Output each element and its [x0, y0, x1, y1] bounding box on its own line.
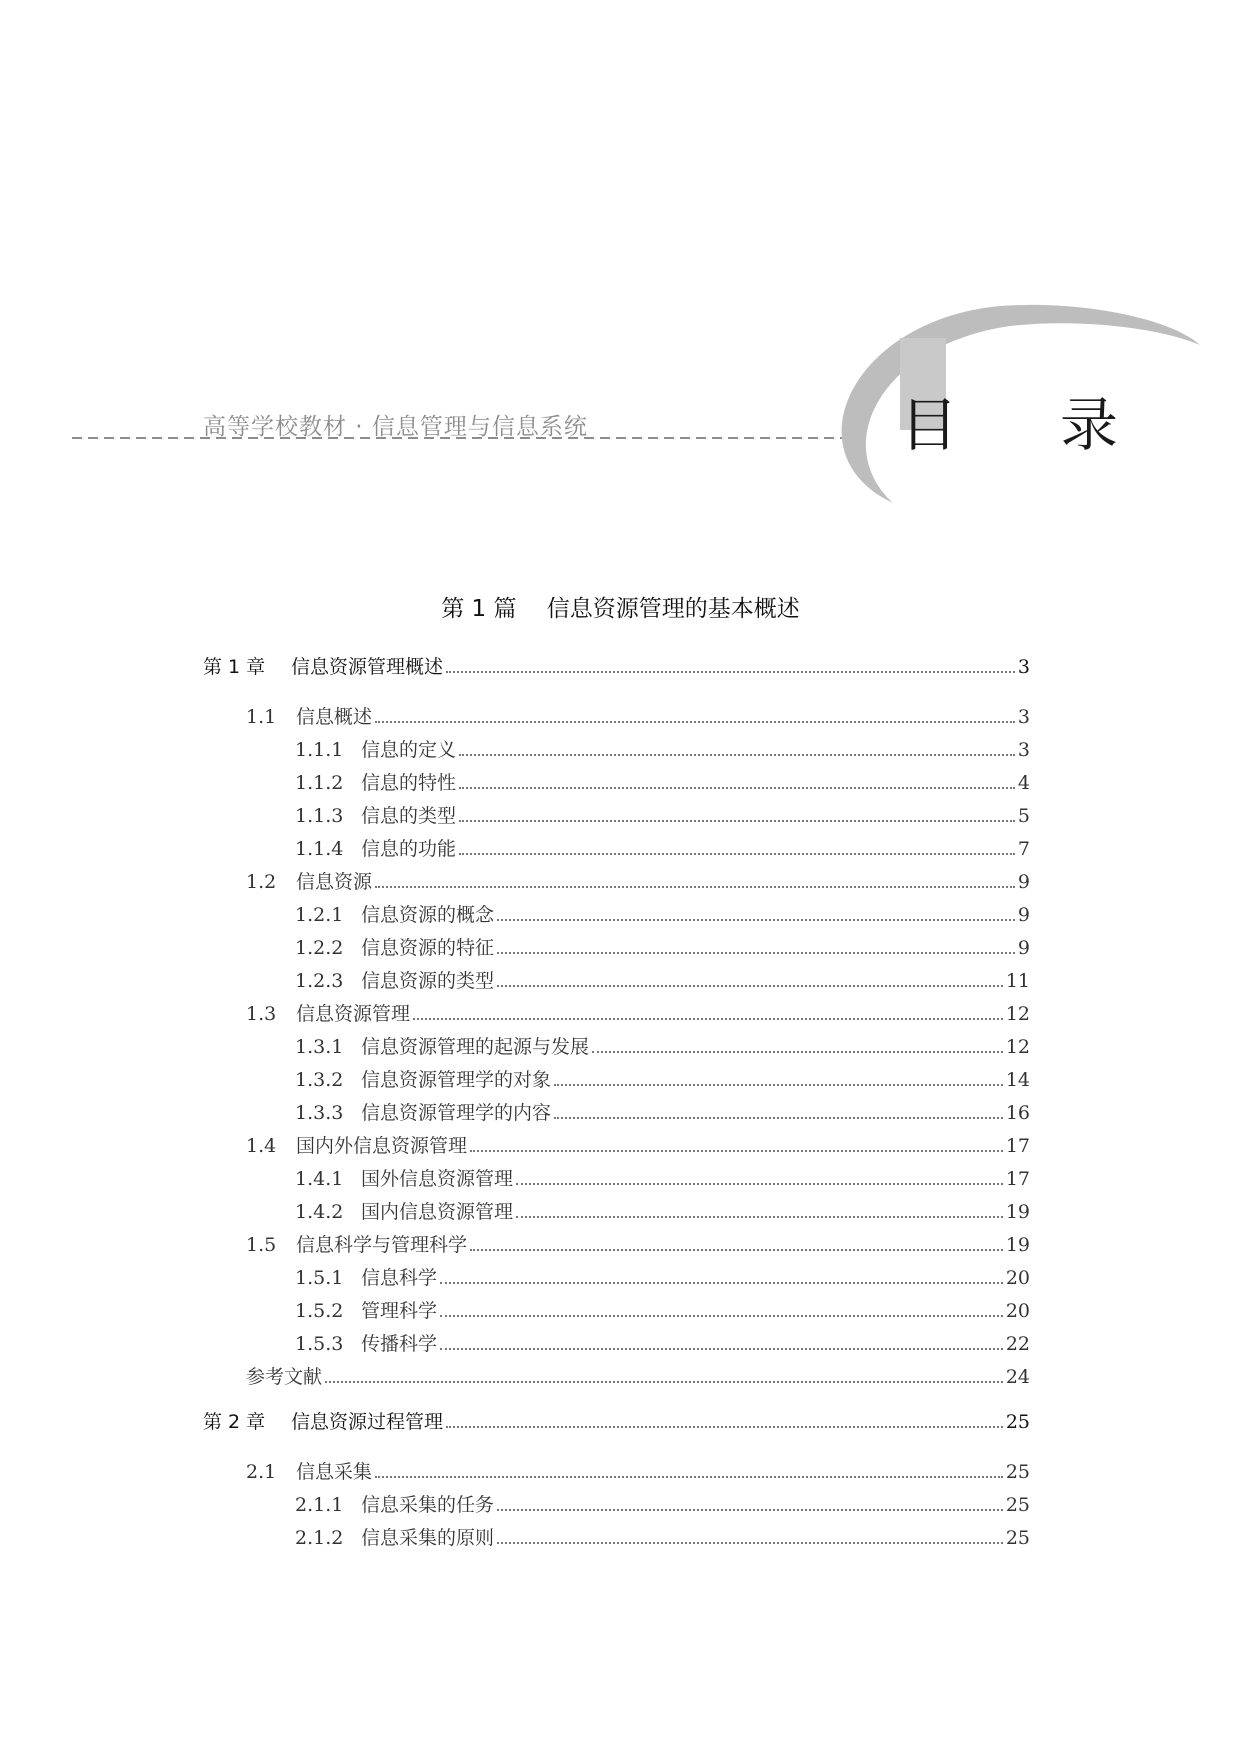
toc-entry[interactable]	[203, 652, 1030, 679]
toc-entry-page: 20	[1005, 1300, 1030, 1322]
series-title: 高等学校教材 · 信息管理与信息系统	[203, 414, 588, 440]
toc-entry-page: 20	[1005, 1267, 1030, 1289]
toc-entry-page: 4	[1017, 772, 1030, 794]
toc-entry-title: 信息资源的概念	[361, 904, 495, 926]
toc-entry-number: 1.1	[246, 706, 277, 728]
dot-leader	[497, 952, 1015, 954]
toc-entry-page: 9	[1017, 871, 1030, 893]
dot-leader	[470, 1150, 1003, 1152]
toc-entry-title: 参考文献	[246, 1366, 323, 1388]
toc-entry-title: 信息资源过程管理	[291, 1411, 444, 1433]
toc-entry-page: 25	[1005, 1527, 1030, 1549]
toc-entry-number: 1.5	[246, 1234, 277, 1256]
toc-entry-number: 1.5.3	[295, 1333, 344, 1355]
toc-entry-number: 1.3	[246, 1003, 277, 1025]
toc-entry[interactable]	[246, 702, 1030, 729]
part-title: 第 1 篇 信息资源管理的基本概述	[441, 596, 800, 622]
toc-entry-page: 14	[1005, 1069, 1030, 1091]
toc-entry-title: 信息的功能	[361, 838, 457, 860]
toc-entry[interactable]	[246, 1457, 1030, 1484]
toc-entry[interactable]	[295, 966, 1030, 993]
dot-leader	[446, 1426, 1003, 1428]
dot-leader	[459, 754, 1015, 756]
toc-entry-number: 1.1.3	[295, 805, 344, 827]
toc-entry-page: 16	[1005, 1102, 1030, 1124]
dot-leader	[497, 919, 1015, 921]
toc-entry-title: 国内信息资源管理	[361, 1201, 514, 1223]
toc-entry-number: 1.2.1	[295, 904, 344, 926]
toc-entry-title: 国内外信息资源管理	[296, 1135, 468, 1157]
toc-entry-number: 1.5.2	[295, 1300, 344, 1322]
dot-leader	[459, 853, 1015, 855]
toc-entry-page: 25	[1005, 1461, 1030, 1483]
toc-entry-title: 信息概述	[296, 706, 373, 728]
toc-entry[interactable]	[246, 1131, 1030, 1158]
dot-leader	[554, 1117, 1003, 1119]
toc-entry-number: 1.1.2	[295, 772, 344, 794]
toc-entry-page: 24	[1005, 1366, 1030, 1388]
toc-entry-number: 1.4.1	[295, 1168, 344, 1190]
dot-leader	[413, 1018, 1003, 1020]
toc-entry-title: 信息资源管理	[296, 1003, 411, 1025]
dot-leader	[325, 1381, 1003, 1383]
toc-entry-title: 管理科学	[361, 1300, 438, 1322]
toc-entry-title: 国外信息资源管理	[361, 1168, 514, 1190]
toc-entry-page: 3	[1017, 739, 1030, 761]
toc-entry-title: 信息资源	[296, 871, 373, 893]
toc-entry-title: 信息的类型	[361, 805, 457, 827]
toc-entry[interactable]	[295, 735, 1030, 762]
dot-leader	[440, 1282, 1003, 1284]
toc-entry[interactable]	[295, 1523, 1030, 1550]
dot-leader	[375, 721, 1015, 723]
toc-entry-number: 2.1.1	[295, 1494, 344, 1516]
dot-leader	[440, 1348, 1003, 1350]
toc-entry[interactable]	[295, 768, 1030, 795]
dot-leader	[497, 1542, 1003, 1544]
toc-entry-page: 7	[1017, 838, 1030, 860]
toc-entry-page: 3	[1017, 656, 1030, 678]
dot-leader	[516, 1216, 1003, 1218]
toc-entry-page: 17	[1005, 1135, 1030, 1157]
toc-entry-number: 1.2.2	[295, 937, 344, 959]
toc-entry-number: 1.3.3	[295, 1102, 344, 1124]
toc-entry[interactable]	[295, 1032, 1030, 1059]
toc-entry-title: 信息资源管理学的内容	[361, 1102, 552, 1124]
toc-entry-page: 25	[1005, 1494, 1030, 1516]
toc-entry[interactable]	[295, 1490, 1030, 1517]
toc-entry[interactable]	[246, 1362, 1030, 1389]
toc-entry-title: 信息采集的原则	[361, 1527, 495, 1549]
toc-entry-title: 信息科学与管理科学	[296, 1234, 468, 1256]
dot-leader	[497, 985, 1003, 987]
toc-entry-number: 1.3.2	[295, 1069, 344, 1091]
page-title: 目 录	[900, 391, 1141, 459]
toc-entry-title: 信息的特性	[361, 772, 457, 794]
toc-entry[interactable]	[203, 1407, 1030, 1434]
toc-entry[interactable]	[295, 1197, 1030, 1224]
toc-entry-title: 信息科学	[361, 1267, 438, 1289]
header-decoration	[0, 0, 1241, 560]
dot-leader	[592, 1051, 1003, 1053]
dot-leader	[459, 787, 1015, 789]
toc-entry-number: 2.1.2	[295, 1527, 344, 1549]
toc-entry-number: 1.1.1	[295, 739, 344, 761]
toc-entry-number: 2.1	[246, 1461, 277, 1483]
toc-entry-page: 19	[1005, 1201, 1030, 1223]
toc-entry-title: 信息的定义	[361, 739, 457, 761]
dot-leader	[440, 1315, 1003, 1317]
toc-entry-number: 1.2.3	[295, 970, 344, 992]
toc-entry-page: 22	[1005, 1333, 1030, 1355]
toc-entry[interactable]	[295, 1065, 1030, 1092]
dot-leader	[516, 1183, 1003, 1185]
toc-entry-number: 1.3.1	[295, 1036, 344, 1058]
dot-leader	[375, 886, 1015, 888]
toc-entry-page: 12	[1005, 1003, 1030, 1025]
toc-entry-number: 1.4	[246, 1135, 277, 1157]
toc-entry[interactable]	[295, 1098, 1030, 1125]
toc-entry-page: 17	[1005, 1168, 1030, 1190]
toc-entry-number: 1.1.4	[295, 838, 344, 860]
dot-leader	[446, 671, 1015, 673]
toc-entry[interactable]	[295, 834, 1030, 861]
toc-entry-page: 9	[1017, 937, 1030, 959]
toc-entry-page: 19	[1005, 1234, 1030, 1256]
dot-leader	[459, 820, 1015, 822]
toc-entry-title: 传播科学	[361, 1333, 438, 1355]
toc-entry-number: 第 2 章	[203, 1411, 266, 1433]
toc-entry-page: 11	[1005, 970, 1030, 992]
toc-entry-title: 信息资源管理概述	[291, 656, 444, 678]
toc-entry-number: 1.5.1	[295, 1267, 344, 1289]
toc-entry-number: 1.4.2	[295, 1201, 344, 1223]
toc-entry[interactable]	[295, 900, 1030, 927]
toc-entry-title: 信息资源的特征	[361, 937, 495, 959]
toc-entry-page: 5	[1017, 805, 1030, 827]
toc-entry[interactable]	[295, 1296, 1030, 1323]
dot-leader	[497, 1509, 1003, 1511]
toc-entry[interactable]	[295, 1329, 1030, 1356]
toc-entry-title: 信息采集的任务	[361, 1494, 495, 1516]
dot-leader	[554, 1084, 1003, 1086]
toc-entry-page: 3	[1017, 706, 1030, 728]
toc-entry-title: 信息资源管理学的对象	[361, 1069, 552, 1091]
toc-entry[interactable]	[295, 801, 1030, 828]
toc-entry-page: 12	[1005, 1036, 1030, 1058]
dot-leader	[470, 1249, 1003, 1251]
toc-entry[interactable]	[295, 1164, 1030, 1191]
toc-entry-number: 第 1 章	[203, 656, 266, 678]
toc-entry[interactable]	[295, 933, 1030, 960]
toc-entry-title: 信息采集	[296, 1461, 373, 1483]
dot-leader	[375, 1476, 1003, 1478]
toc-entry-page: 9	[1017, 904, 1030, 926]
toc-entry-number: 1.2	[246, 871, 277, 893]
toc-entry[interactable]	[295, 1263, 1030, 1290]
toc-entry-title: 信息资源的类型	[361, 970, 495, 992]
toc-entry-page: 25	[1005, 1411, 1030, 1433]
toc-entry[interactable]	[246, 1230, 1030, 1257]
toc-entry[interactable]	[246, 999, 1030, 1026]
toc-entry[interactable]	[246, 867, 1030, 894]
toc-entry-title: 信息资源管理的起源与发展	[361, 1036, 590, 1058]
